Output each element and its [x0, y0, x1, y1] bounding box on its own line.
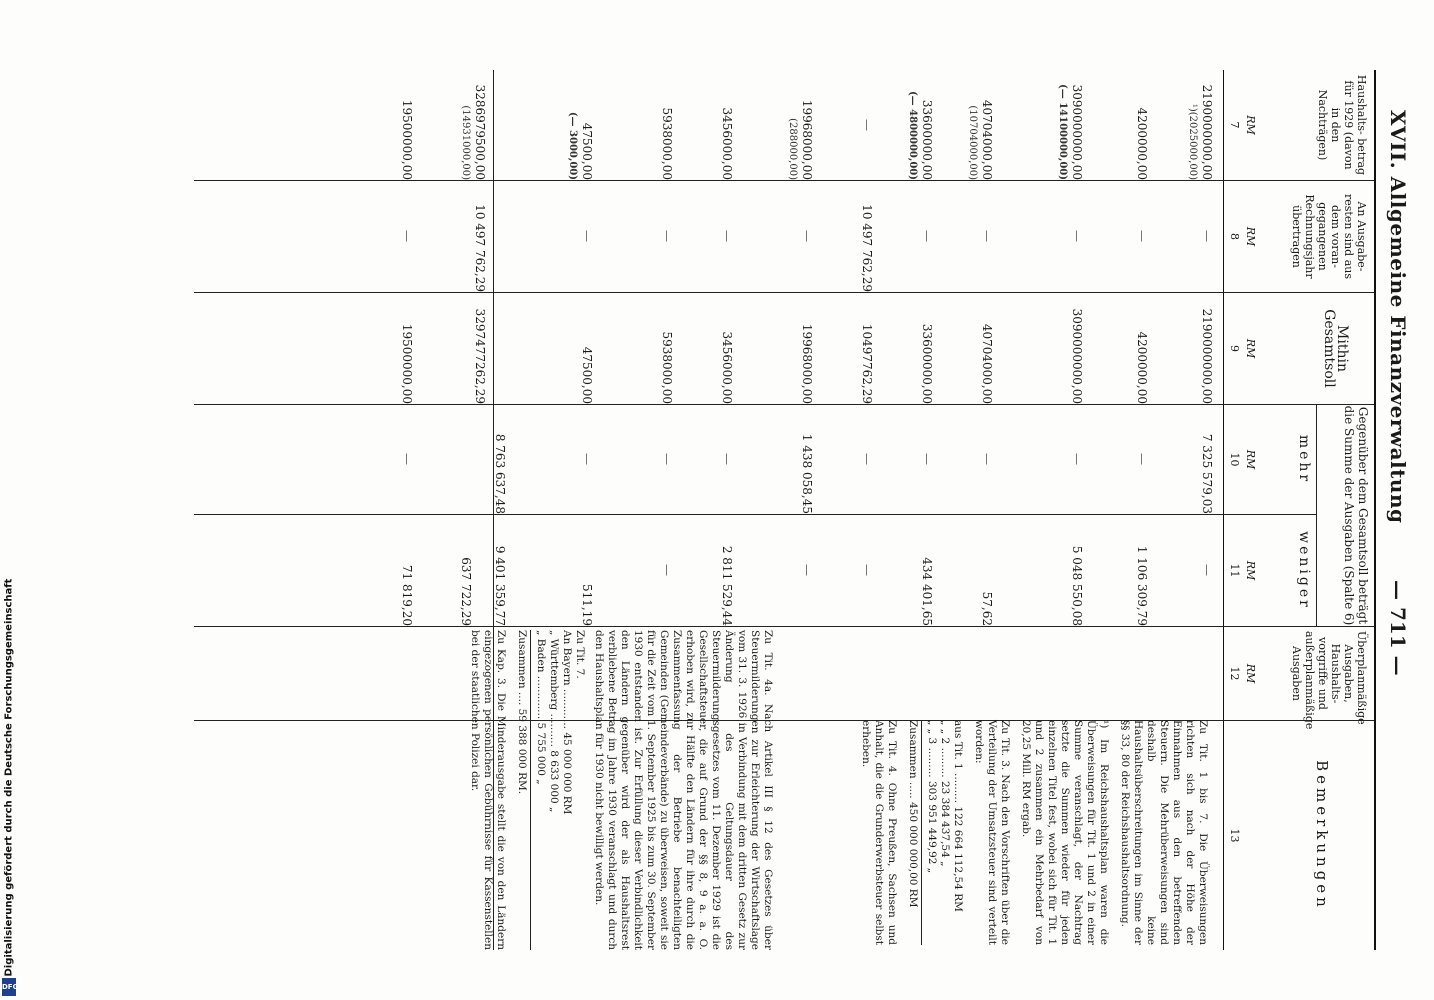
last-c7: 19500000,00	[400, 99, 414, 180]
ledger-table	[194, 70, 1376, 950]
section-title: XVII. Allgemeine Finanzverwaltung	[1386, 110, 1410, 524]
last-c10: —	[400, 453, 414, 465]
remark-sum: Zusammen .... 59 388 000 RM.	[515, 630, 531, 950]
last-c8: —	[400, 230, 414, 242]
value-c9: 33600000,00	[920, 323, 934, 404]
value-c11: 2 811 529,44	[720, 545, 734, 626]
page-number: — 711 —	[1386, 580, 1410, 676]
remark-tit-3: Zu Tit. 3. Nach den Vorschriften über die Verteilung der Umsatzsteuer sind verteilt worden:	[973, 720, 1011, 945]
total-c10: 8 763 637,48	[493, 433, 507, 514]
remark-tit-1-7: Zu Tit. 1 bis 7. Die Überweisungen richten sich nach der Höhe der Einnahmen aus den betreffenden Steuern. Die Mehrüberweisungen sind deshalb keine Haushaltsüberschreitungen im Sinne der §§ 33, 80 der Reichshaushaltsordnung.	[1119, 720, 1209, 945]
remark-tit-4a: Zu Tit. 4a. Nach Artikel III § 12 des Gesetzes über Steuermilderungen zur Erleichterung der Wirtschaftslage vom 31. 3. 1926 in Verbindung mit dem dritten Gesetz zur Änderung des Geltungsdauer des Steuermilderungsgesetzes vom 11. Dezember 1929 ist die Gesellschaftsteuer, die auf Grund der §§ 8, 9 a. a. O. erhoben wird, zur Hälfte den Ländern für ihre durch die Zusammenfassung der Betriebe benachteiligten Gemeinden (Gemeindeverbände) zu überweisen, soweit sie für die Zeit vom 1. September 1925 bis zum 30. September 1930 entstanden ist. Zur Erfüllung dieser Verbindlichkeit den Ländern gegenüber wird der als Haushaltsrest verbliebene Betrag im Jahre 1930 veranschlagt und durch den Haushaltsplan für 1930 nicht bewilligt werden.	[593, 630, 774, 950]
page-header	[1376, 40, 1416, 960]
value-c11: —	[660, 564, 674, 576]
value-c10: —	[580, 453, 594, 465]
col10-unit: RM	[1244, 449, 1257, 470]
total-c11-net: 637 722,29	[459, 557, 473, 626]
remark-tit-7: Zu Tit. 7.	[574, 630, 586, 679]
value-c10: —	[860, 453, 874, 465]
col7-number: 7	[1228, 121, 1241, 129]
value-c11: —	[1200, 564, 1214, 576]
value-c8: 10 497 762,29	[860, 204, 874, 292]
col12-header	[1224, 626, 1374, 730]
value-c8: —	[1135, 230, 1149, 242]
remarks-column	[851, 720, 1209, 945]
value-c7-supplement: (— 3000,00)	[567, 111, 578, 180]
total-c9: 3297477262,29	[473, 308, 487, 404]
value-c10: —	[920, 453, 934, 465]
value-c9: 2190000000,00	[1200, 308, 1214, 404]
value-c10: —	[1070, 453, 1084, 465]
value-c8: —	[580, 230, 594, 242]
col11-header	[1224, 514, 1316, 626]
value-c11: 57,62	[980, 591, 994, 626]
value-c8: —	[800, 230, 814, 242]
col11-unit: RM	[1244, 560, 1257, 581]
remark-footnote: ¹) Im Reichshaushaltsplan waren die Überweisungen für Tit. 1 und 2 in einer Summe veranschlagt, der Nachtrag setzte die Summen wieder für jeden einzelnen Titel fest, wobei sich für Tit. 1 und 2 zusammen ein Mehrbedarf von 20,25 Mill. RM ergab.	[1020, 720, 1110, 945]
col9-unit: RM	[1244, 338, 1257, 359]
value-c9: 3090000000,00	[1070, 308, 1084, 404]
value-c9: 40704000,00	[980, 323, 994, 404]
value-c7-supplement: (288000,00)	[787, 118, 798, 180]
comparison-group-header	[1316, 404, 1374, 626]
value-c9: 5938000,00	[660, 331, 674, 404]
col10-title: mehr	[1296, 434, 1312, 485]
value-c10: —	[1135, 453, 1149, 465]
value-c7: 47500,00	[580, 122, 594, 180]
col10-header	[1224, 404, 1316, 514]
digitization-credit	[0, 578, 20, 996]
notes-block	[462, 630, 774, 950]
value-c8: —	[920, 230, 934, 242]
value-c11: 1 106 309,79	[1135, 545, 1149, 626]
value-c8: —	[1070, 230, 1084, 242]
value-c8: —	[980, 230, 994, 242]
remark-line: „ „ 3 ......... 303 951 449,92 „	[926, 720, 938, 874]
remark-kap-3: Zu Kap. 3. Die Minderausgabe stellt die von den Ländern eingezogenen persönlichen Gebührnisse für Kassenstellen bei der staatlichen Polizei dar.	[469, 630, 507, 950]
value-c7: 5938000,00	[660, 107, 674, 180]
col8-title: An Ausgabe- resten sind aus dem voran- gegangenen Rechnungsjahr übertragen	[1290, 194, 1368, 279]
value-c7: 2190000000,00	[1200, 84, 1214, 180]
last-c11: 71 819,20	[400, 564, 414, 626]
value-c8: —	[720, 230, 734, 242]
value-c7: 40704000,00	[980, 99, 994, 180]
col13-title: Bemerkungen	[1313, 760, 1331, 911]
credit-text: Digitalisierung gefördert durch die Deutsche Forschungsgemeinschaft	[3, 578, 15, 977]
value-c8: —	[660, 230, 674, 242]
value-c7-supplement: (— 4800000,00)	[907, 90, 918, 180]
col13-number: 13	[1228, 828, 1241, 843]
value-c7: 33600000,00	[920, 99, 934, 180]
value-c8: —	[1200, 230, 1214, 242]
value-c9: 19968000,00	[800, 323, 814, 404]
table-row	[364, 70, 414, 950]
value-c7: 4200000,00	[1135, 107, 1149, 180]
col9-header	[1224, 292, 1374, 404]
value-c9: 3456000,00	[720, 331, 734, 404]
remark-sum: Zusammen ..... 450 000 000,00 RM	[906, 720, 922, 945]
col13-header	[1224, 720, 1374, 950]
value-c7: 3456000,00	[720, 107, 734, 180]
value-c11: —	[860, 564, 874, 576]
value-c7-supplement: (— 14100000,00)	[1057, 83, 1068, 180]
value-c11: 511,19	[580, 584, 594, 626]
value-c10: 7 325 579,03	[1200, 433, 1214, 514]
col11-number: 11	[1228, 563, 1241, 578]
value-c9: 10497762,29	[860, 323, 874, 404]
value-c10: 1 438 058,45	[800, 433, 814, 514]
col9-title: Mithin Gesamtsoll	[1321, 309, 1350, 388]
value-c11: —	[800, 564, 814, 576]
col7-header	[1224, 70, 1374, 180]
col9-number: 9	[1228, 345, 1241, 352]
dfg-logo: DFG	[2, 978, 16, 996]
total-c11: 9 401 359,77	[493, 545, 507, 626]
remark-line: „ Württemberg .......... 8 633 000 „	[548, 630, 560, 813]
value-c11: 434 401,65	[920, 557, 934, 626]
col7-unit: RM	[1244, 115, 1257, 135]
col12-number: 12	[1228, 666, 1241, 681]
col7-title: Haushalts- betrag für 1929 (davon in den Nachträgen)	[1316, 74, 1368, 176]
col8-unit: RM	[1244, 226, 1257, 247]
remark-line: An Bayern ............ 45 000 000 RM	[561, 630, 573, 815]
col11-title: weniger	[1296, 531, 1312, 610]
value-c7: 3090000000,00	[1070, 84, 1084, 180]
value-c9: 47500,00	[580, 346, 594, 404]
col12-title: Überplanmäßige Ausgaben, Haushalts- vorgriffe und außerplanmäßige Ausgaben	[1290, 631, 1368, 730]
value-c10: —	[980, 453, 994, 465]
value-c7: —	[860, 119, 874, 131]
last-c9: 19500000,00	[400, 323, 414, 404]
remark-line: aus Tit. 1 ......... 122 664 112,54 RM	[952, 720, 964, 912]
value-c7-supplement: ¹)(2025000,00)	[1187, 103, 1198, 180]
col8-header	[1224, 180, 1374, 292]
total-c8: 10 497 762,29	[473, 204, 487, 292]
table-header	[1223, 70, 1374, 950]
value-c11: 5 048 550,08	[1070, 545, 1084, 626]
remark-line: „ Baden ............. 5 755 000 „	[535, 630, 547, 785]
remark-tit-4: Zu Tit. 4. Ohne Preußen, Sachsen und Anhalt, die die Grunderwerbsteuer selbst erheben.	[860, 720, 898, 945]
value-c10: —	[720, 453, 734, 465]
value-c9: 4200000,00	[1135, 331, 1149, 404]
value-c7-supplement: (10704000,00)	[967, 105, 978, 180]
remark-line: „ „ 2 ......... 23 384 437,54 „	[939, 720, 951, 867]
total-c7-supplement: (14931000,00)	[460, 105, 471, 180]
col10-number: 10	[1228, 452, 1241, 467]
value-c10: —	[660, 453, 674, 465]
col12-unit: RM	[1244, 663, 1257, 684]
value-c7: 19968000,00	[800, 99, 814, 180]
col8-number: 8	[1228, 233, 1241, 240]
total-c7: 3286979500,00	[473, 84, 487, 180]
group-title: Gegenüber dem Gesamtsoll beträgt die Summe der Ausgaben (Spalte 6)	[1342, 405, 1370, 626]
